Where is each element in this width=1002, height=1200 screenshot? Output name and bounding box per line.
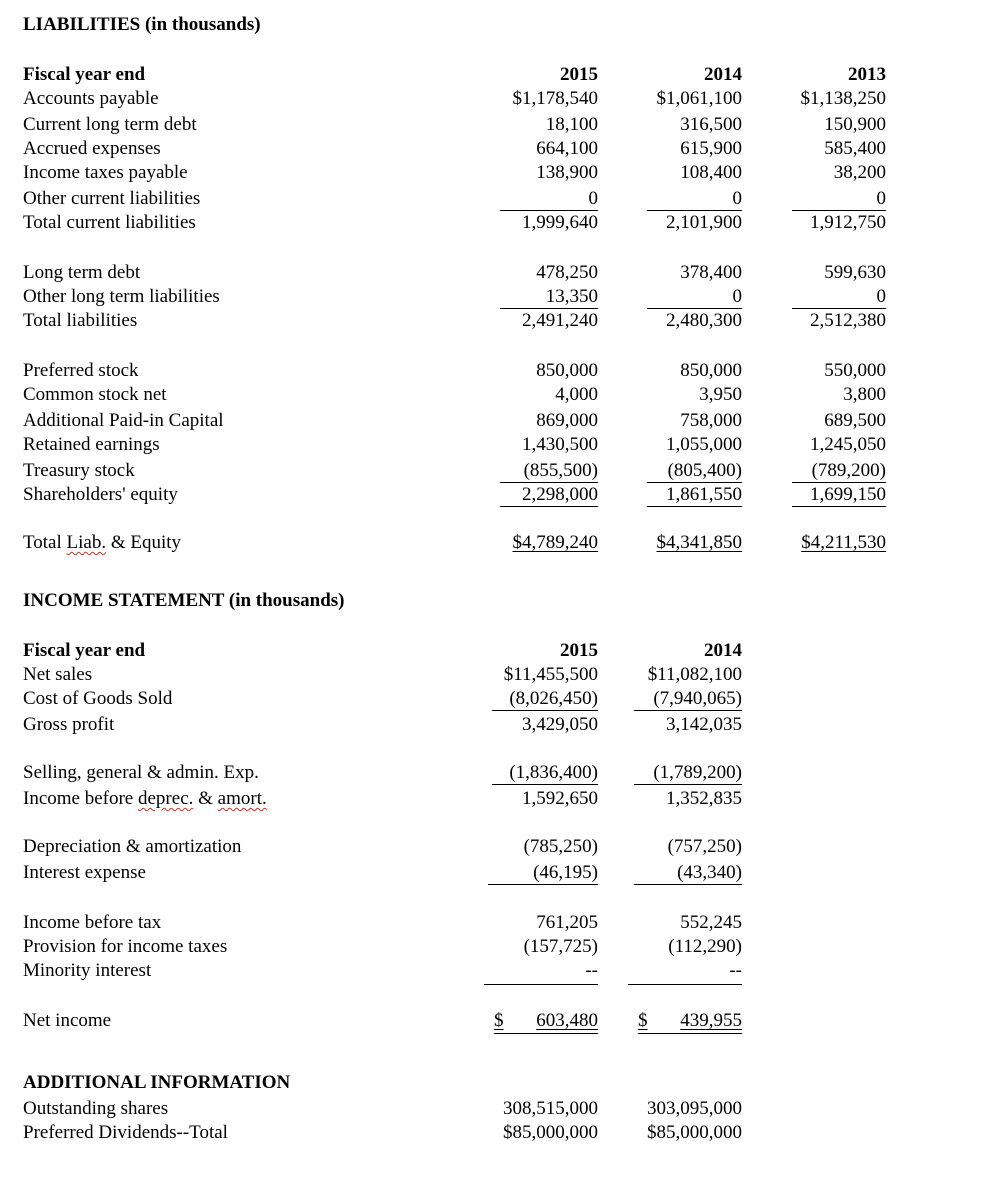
row-label: Cost of Goods Sold	[23, 688, 173, 709]
subtotal-rule	[792, 210, 886, 211]
value-2014: (805,400)	[667, 460, 742, 481]
value-2014: 1,055,000	[666, 434, 742, 455]
liabilities-header-row	[0, 64, 1002, 88]
value-2015: 869,000	[536, 410, 598, 431]
value-2013: 3,800	[843, 384, 886, 405]
label-part: &	[193, 788, 218, 809]
net-income-row	[0, 1010, 1002, 1034]
subtotal-rule	[647, 482, 742, 483]
value-2015: 761,205	[536, 912, 598, 933]
row-label: Outstanding shares	[23, 1098, 169, 1119]
subtotal-rule	[488, 884, 598, 885]
value-2014: 2,101,900	[666, 212, 742, 233]
value-2014: 1,352,835	[666, 788, 742, 809]
value-2015: 4,000	[555, 384, 598, 405]
label-part: Total	[23, 532, 67, 553]
value-2015: $11,455,500	[503, 664, 598, 685]
currency-symbol: $	[638, 1010, 648, 1031]
value-2015: (8,026,450)	[509, 688, 598, 709]
value-2014: (7,940,065)	[653, 688, 742, 709]
table-row	[0, 138, 1002, 162]
subtotal-rule	[628, 984, 742, 985]
row-label: Preferred stock	[23, 360, 139, 381]
liabilities-title: LIABILITIES (in thousands)	[23, 14, 261, 35]
value-2015: (855,500)	[523, 460, 598, 481]
year-2015: 2015	[560, 64, 598, 85]
subtotal-rule	[484, 984, 598, 985]
table-row	[0, 762, 1002, 786]
row-label: Other current liabilities	[23, 188, 201, 209]
value-2015: (1,836,400)	[509, 762, 598, 783]
table-row	[0, 960, 1002, 984]
value-2013: $4,211,530	[801, 532, 886, 553]
row-label: Provision for income taxes	[23, 936, 228, 957]
value-2013: 1,245,050	[810, 434, 886, 455]
value-2014: (1,789,200)	[653, 762, 742, 783]
row-label: Common stock net	[23, 384, 167, 405]
table-row	[0, 788, 1002, 812]
value-2014: 378,400	[680, 262, 742, 283]
value-2015: 1,592,650	[522, 788, 598, 809]
table-row	[0, 688, 1002, 712]
row-label: Accounts payable	[23, 88, 159, 109]
value-2014: (43,340)	[677, 862, 742, 883]
value-2013: (789,200)	[811, 460, 886, 481]
value-2014: (112,290)	[668, 936, 742, 957]
value-2013: 599,630	[824, 262, 886, 283]
row-label: Minority interest	[23, 960, 152, 981]
value-2015: 603,480	[536, 1010, 598, 1031]
row-label: Total liabilities	[23, 310, 138, 331]
row-label: Retained earnings	[23, 434, 160, 455]
subtotal-rule	[634, 784, 742, 785]
additional-info-title: ADDITIONAL INFORMATION	[23, 1072, 291, 1093]
value-2014: 850,000	[680, 360, 742, 381]
table-row	[0, 162, 1002, 186]
value-2013: 550,000	[824, 360, 886, 381]
table-row	[0, 714, 1002, 738]
row-label: Preferred Dividends--Total	[23, 1122, 228, 1143]
value-2015: 664,100	[536, 138, 598, 159]
table-row	[0, 836, 1002, 860]
subtotal-rule	[792, 308, 886, 309]
row-label: Shareholders' equity	[23, 484, 178, 505]
table-row	[0, 114, 1002, 138]
value-2014: 303,095,000	[647, 1098, 742, 1119]
value-2014: --	[729, 960, 742, 981]
value-2014: $4,341,850	[656, 532, 742, 553]
value-2013: 585,400	[824, 138, 886, 159]
value-2015: 18,100	[545, 114, 598, 135]
value-2013: 1,699,150	[810, 484, 886, 505]
year-2014: 2014	[704, 64, 742, 85]
value-2013: 0	[876, 286, 886, 307]
row-label: Treasury stock	[23, 460, 135, 481]
value-2014: $85,000,000	[647, 1122, 742, 1143]
row-label: Additional Paid-in Capital	[23, 410, 224, 431]
value-2014: $11,082,100	[647, 664, 742, 685]
table-row	[0, 1122, 1002, 1146]
row-label: Current long term debt	[23, 114, 197, 135]
spellcheck-word: amort.	[217, 788, 267, 809]
year-2015: 2015	[560, 640, 598, 661]
table-row	[0, 664, 1002, 688]
value-2014: 0	[732, 188, 742, 209]
subtotal-rule	[792, 482, 886, 483]
value-2015: 2,491,240	[522, 310, 598, 331]
value-2015: 1,999,640	[522, 212, 598, 233]
row-label: Net income	[23, 1010, 112, 1031]
subtotal-rule	[647, 210, 742, 211]
value-2013: 150,900	[824, 114, 886, 135]
table-row	[0, 286, 1002, 310]
table-row	[0, 484, 1002, 508]
income-header-row	[0, 640, 1002, 664]
value-2013: 0	[876, 188, 886, 209]
value-2013: 689,500	[824, 410, 886, 431]
value-2015: 1,430,500	[522, 434, 598, 455]
value-2015: (785,250)	[523, 836, 598, 857]
total-rule	[647, 506, 742, 507]
value-2015: --	[585, 960, 598, 981]
total-rule	[792, 506, 886, 507]
value-2015: 13,350	[545, 286, 598, 307]
total-rule	[494, 1033, 598, 1034]
row-label: Depreciation & amortization	[23, 836, 242, 857]
value-2014: 758,000	[680, 410, 742, 431]
spellcheck-word: deprec.	[138, 788, 194, 809]
table-row	[0, 88, 1002, 112]
subtotal-rule	[500, 482, 598, 483]
row-label: Income taxes payable	[23, 162, 188, 183]
value-2014: 3,142,035	[666, 714, 742, 735]
row-label: Gross profit	[23, 714, 115, 735]
value-2015: $85,000,000	[503, 1122, 598, 1143]
table-row	[0, 310, 1002, 334]
table-row	[0, 212, 1002, 236]
table-row	[0, 188, 1002, 212]
value-2013: 2,512,380	[810, 310, 886, 331]
row-label: Total current liabilities	[23, 212, 196, 233]
subtotal-rule	[500, 210, 598, 211]
subtotal-rule	[500, 308, 598, 309]
row-label: Interest expense	[23, 862, 146, 883]
value-2014: 316,500	[680, 114, 742, 135]
fiscal-year-label: Fiscal year end	[23, 640, 146, 661]
row-label: Accrued expenses	[23, 138, 161, 159]
value-2014: 2,480,300	[666, 310, 742, 331]
value-2015: (46,195)	[533, 862, 598, 883]
subtotal-rule	[634, 884, 742, 885]
table-row	[0, 1098, 1002, 1122]
total-liab-equity-row	[0, 532, 1002, 556]
value-2015: 850,000	[536, 360, 598, 381]
value-2014: 552,245	[680, 912, 742, 933]
value-2013: 38,200	[833, 162, 886, 183]
table-row	[0, 434, 1002, 458]
income-statement-title: INCOME STATEMENT (in thousands)	[23, 590, 345, 611]
value-2014: $1,061,100	[656, 88, 742, 109]
label-part: Income before	[23, 788, 138, 809]
table-row	[0, 862, 1002, 886]
value-2015: 3,429,050	[522, 714, 598, 735]
row-label: Selling, general & admin. Exp.	[23, 762, 259, 783]
year-2014: 2014	[704, 640, 742, 661]
table-row	[0, 360, 1002, 384]
value-2013: 1,912,750	[810, 212, 886, 233]
table-row	[0, 936, 1002, 960]
value-2014: (757,250)	[667, 836, 742, 857]
total-rule	[500, 506, 598, 507]
value-2015: 478,250	[536, 262, 598, 283]
year-2013: 2013	[848, 64, 886, 85]
spellcheck-word: Liab.	[66, 532, 107, 553]
row-label: Long term debt	[23, 262, 141, 283]
table-row	[0, 384, 1002, 408]
value-2014: 3,950	[699, 384, 742, 405]
subtotal-rule	[634, 710, 742, 711]
total-rule	[638, 1033, 742, 1034]
value-2015: 0	[588, 188, 598, 209]
table-row	[0, 912, 1002, 936]
row-label: Net sales	[23, 664, 93, 685]
value-2014: 108,400	[680, 162, 742, 183]
fiscal-year-label: Fiscal year end	[23, 64, 146, 85]
value-2015: 308,515,000	[503, 1098, 598, 1119]
value-2015: $4,789,240	[512, 532, 598, 553]
row-label	[23, 532, 181, 554]
table-row	[0, 410, 1002, 434]
value-2015: (157,725)	[523, 936, 598, 957]
row-label: Income before tax	[23, 912, 162, 933]
value-2015: 2,298,000	[522, 484, 598, 505]
currency-symbol: $	[494, 1010, 504, 1031]
subtotal-rule	[492, 710, 598, 711]
value-2014: 615,900	[680, 138, 742, 159]
table-row	[0, 460, 1002, 484]
value-2014: 439,955	[680, 1010, 742, 1031]
value-2013: $1,138,250	[800, 88, 886, 109]
value-2015: 138,900	[536, 162, 598, 183]
value-2014: 0	[732, 286, 742, 307]
row-label	[23, 788, 267, 810]
subtotal-rule	[492, 784, 598, 785]
value-2015: $1,178,540	[512, 88, 598, 109]
row-label: Other long term liabilities	[23, 286, 220, 307]
label-part: & Equity	[106, 532, 182, 553]
subtotal-rule	[647, 308, 742, 309]
value-2014: 1,861,550	[666, 484, 742, 505]
table-row	[0, 262, 1002, 286]
